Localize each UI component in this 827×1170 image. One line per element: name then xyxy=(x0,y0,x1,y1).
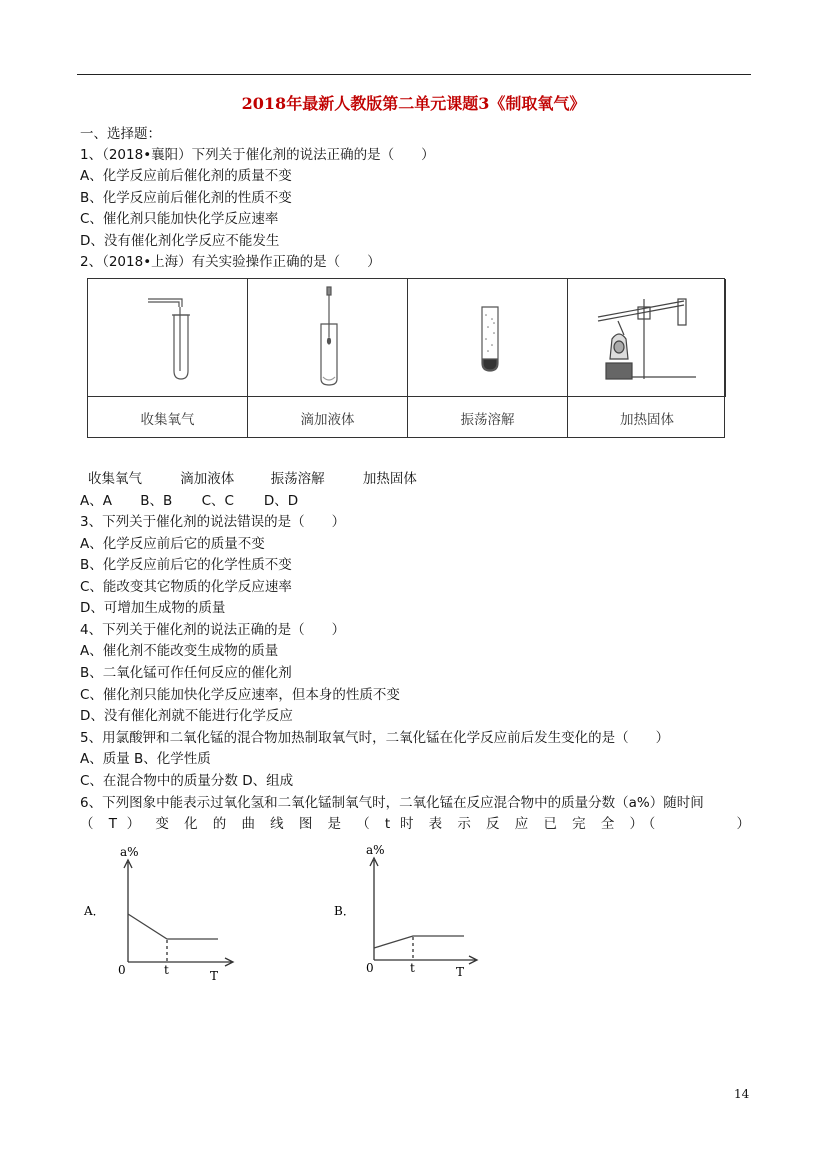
q1-option-b: B、化学反应前后催化剂的性质不变 xyxy=(80,190,292,206)
graph-b-option-label: B． xyxy=(334,904,355,918)
repeat-label: 振荡溶解 xyxy=(270,471,325,487)
q2-stem: 2、（2018•上海）有关实验操作正确的是（ ） xyxy=(80,254,381,270)
q6-stem-line2: （ T ） 变 化 的 曲 线 图 是 （ t 时 表 示 反 应 已 完 全 ）（ ） xyxy=(80,816,750,832)
repeat-label: 滴加液体 xyxy=(180,471,235,487)
q5-option-cd: C、在混合物中的质量分数 D、组成 xyxy=(80,773,294,789)
q2-option-a: A、A xyxy=(80,493,112,509)
q6-stem-line1: 6、下列图象中能表示过氧化氢和二氧化锰制氧气时，二氧化锰在反应混合物中的质量分数（a%）随时间 xyxy=(80,795,704,811)
graph-b-curve xyxy=(374,936,464,948)
table-label-shake-dissolve: 振荡溶解 xyxy=(408,396,568,438)
collect-oxygen-figure xyxy=(88,279,248,396)
q1-stem: 1、（2018•襄阳）下列关于催化剂的说法正确的是（ ） xyxy=(80,147,435,163)
graph-b-ylabel: a% xyxy=(366,843,385,857)
graph-a-xlabel: T xyxy=(210,969,219,982)
graph-b-tick-t: t xyxy=(410,961,415,975)
shake-dissolve-figure xyxy=(408,279,568,396)
q4-option-c: C、催化剂只能加快化学反应速率，但本身的性质不变 xyxy=(80,687,400,703)
table-label-heat-solid: 加热固体 xyxy=(568,396,726,438)
q1-option-c: C、催化剂只能加快化学反应速率 xyxy=(80,211,279,227)
graph-a-curve xyxy=(128,914,218,939)
q2-option-d: D、D xyxy=(263,493,299,509)
q5-option-ab: A、质量 B、化学性质 xyxy=(80,751,211,767)
graph-a-origin: 0 xyxy=(118,963,126,977)
page-number: 14 xyxy=(734,1087,750,1101)
header-rule xyxy=(77,74,751,75)
graph-option-b xyxy=(330,842,500,982)
q5-stem: 5、用氯酸钾和二氧化锰的混合物加热制取氧气时，二氧化锰在化学反应前后发生变化的是（ ） xyxy=(80,730,670,746)
repeat-label: 收集氧气 xyxy=(88,471,142,487)
q2-option-c: C、C xyxy=(201,493,234,509)
q3-option-d: D、可增加生成物的质量 xyxy=(80,600,226,616)
table-label-add-liquid: 滴加液体 xyxy=(248,396,408,438)
q3-option-a: A、化学反应前后它的质量不变 xyxy=(80,536,265,552)
q4-stem: 4、下列关于催化剂的说法正确的是（ ） xyxy=(80,622,346,638)
graph-option-a xyxy=(80,842,250,982)
graph-a-ylabel: a% xyxy=(120,845,139,859)
add-liquid-figure xyxy=(248,279,408,396)
q2-options xyxy=(80,492,298,510)
q1-option-a: A、化学反应前后催化剂的质量不变 xyxy=(80,168,292,184)
q2-repeat-labels xyxy=(88,470,417,488)
q4-option-d: D、没有催化剂就不能进行化学反应 xyxy=(80,708,293,724)
graph-b-xlabel: T xyxy=(456,965,465,979)
graph-a-option-label: A． xyxy=(84,904,105,918)
graph-a-tick-t: t xyxy=(164,963,169,977)
q4-option-b: B、二氧化锰可作任何反应的催化剂 xyxy=(80,665,292,681)
q3-option-b: B、化学反应前后它的化学性质不变 xyxy=(80,557,292,573)
q2-experiment-table xyxy=(87,278,725,438)
repeat-label: 加热固体 xyxy=(362,471,417,487)
q3-stem: 3、下列关于催化剂的说法错误的是（ ） xyxy=(80,514,346,530)
graph-b-origin: 0 xyxy=(366,961,374,975)
q4-option-a: A、催化剂不能改变生成物的质量 xyxy=(80,643,279,659)
heat-solid-figure xyxy=(568,279,726,396)
q2-option-b: B、B xyxy=(140,493,173,509)
q1-option-d: D、没有催化剂化学反应不能发生 xyxy=(80,233,280,249)
section-heading: 一、选择题： xyxy=(80,126,161,142)
q3-option-c: C、能改变其它物质的化学反应速率 xyxy=(80,579,292,595)
table-label-collect-oxygen: 收集氧气 xyxy=(88,396,248,438)
page-title: 2018年最新人教版第二单元课题3《制取氧气》 xyxy=(241,94,586,113)
